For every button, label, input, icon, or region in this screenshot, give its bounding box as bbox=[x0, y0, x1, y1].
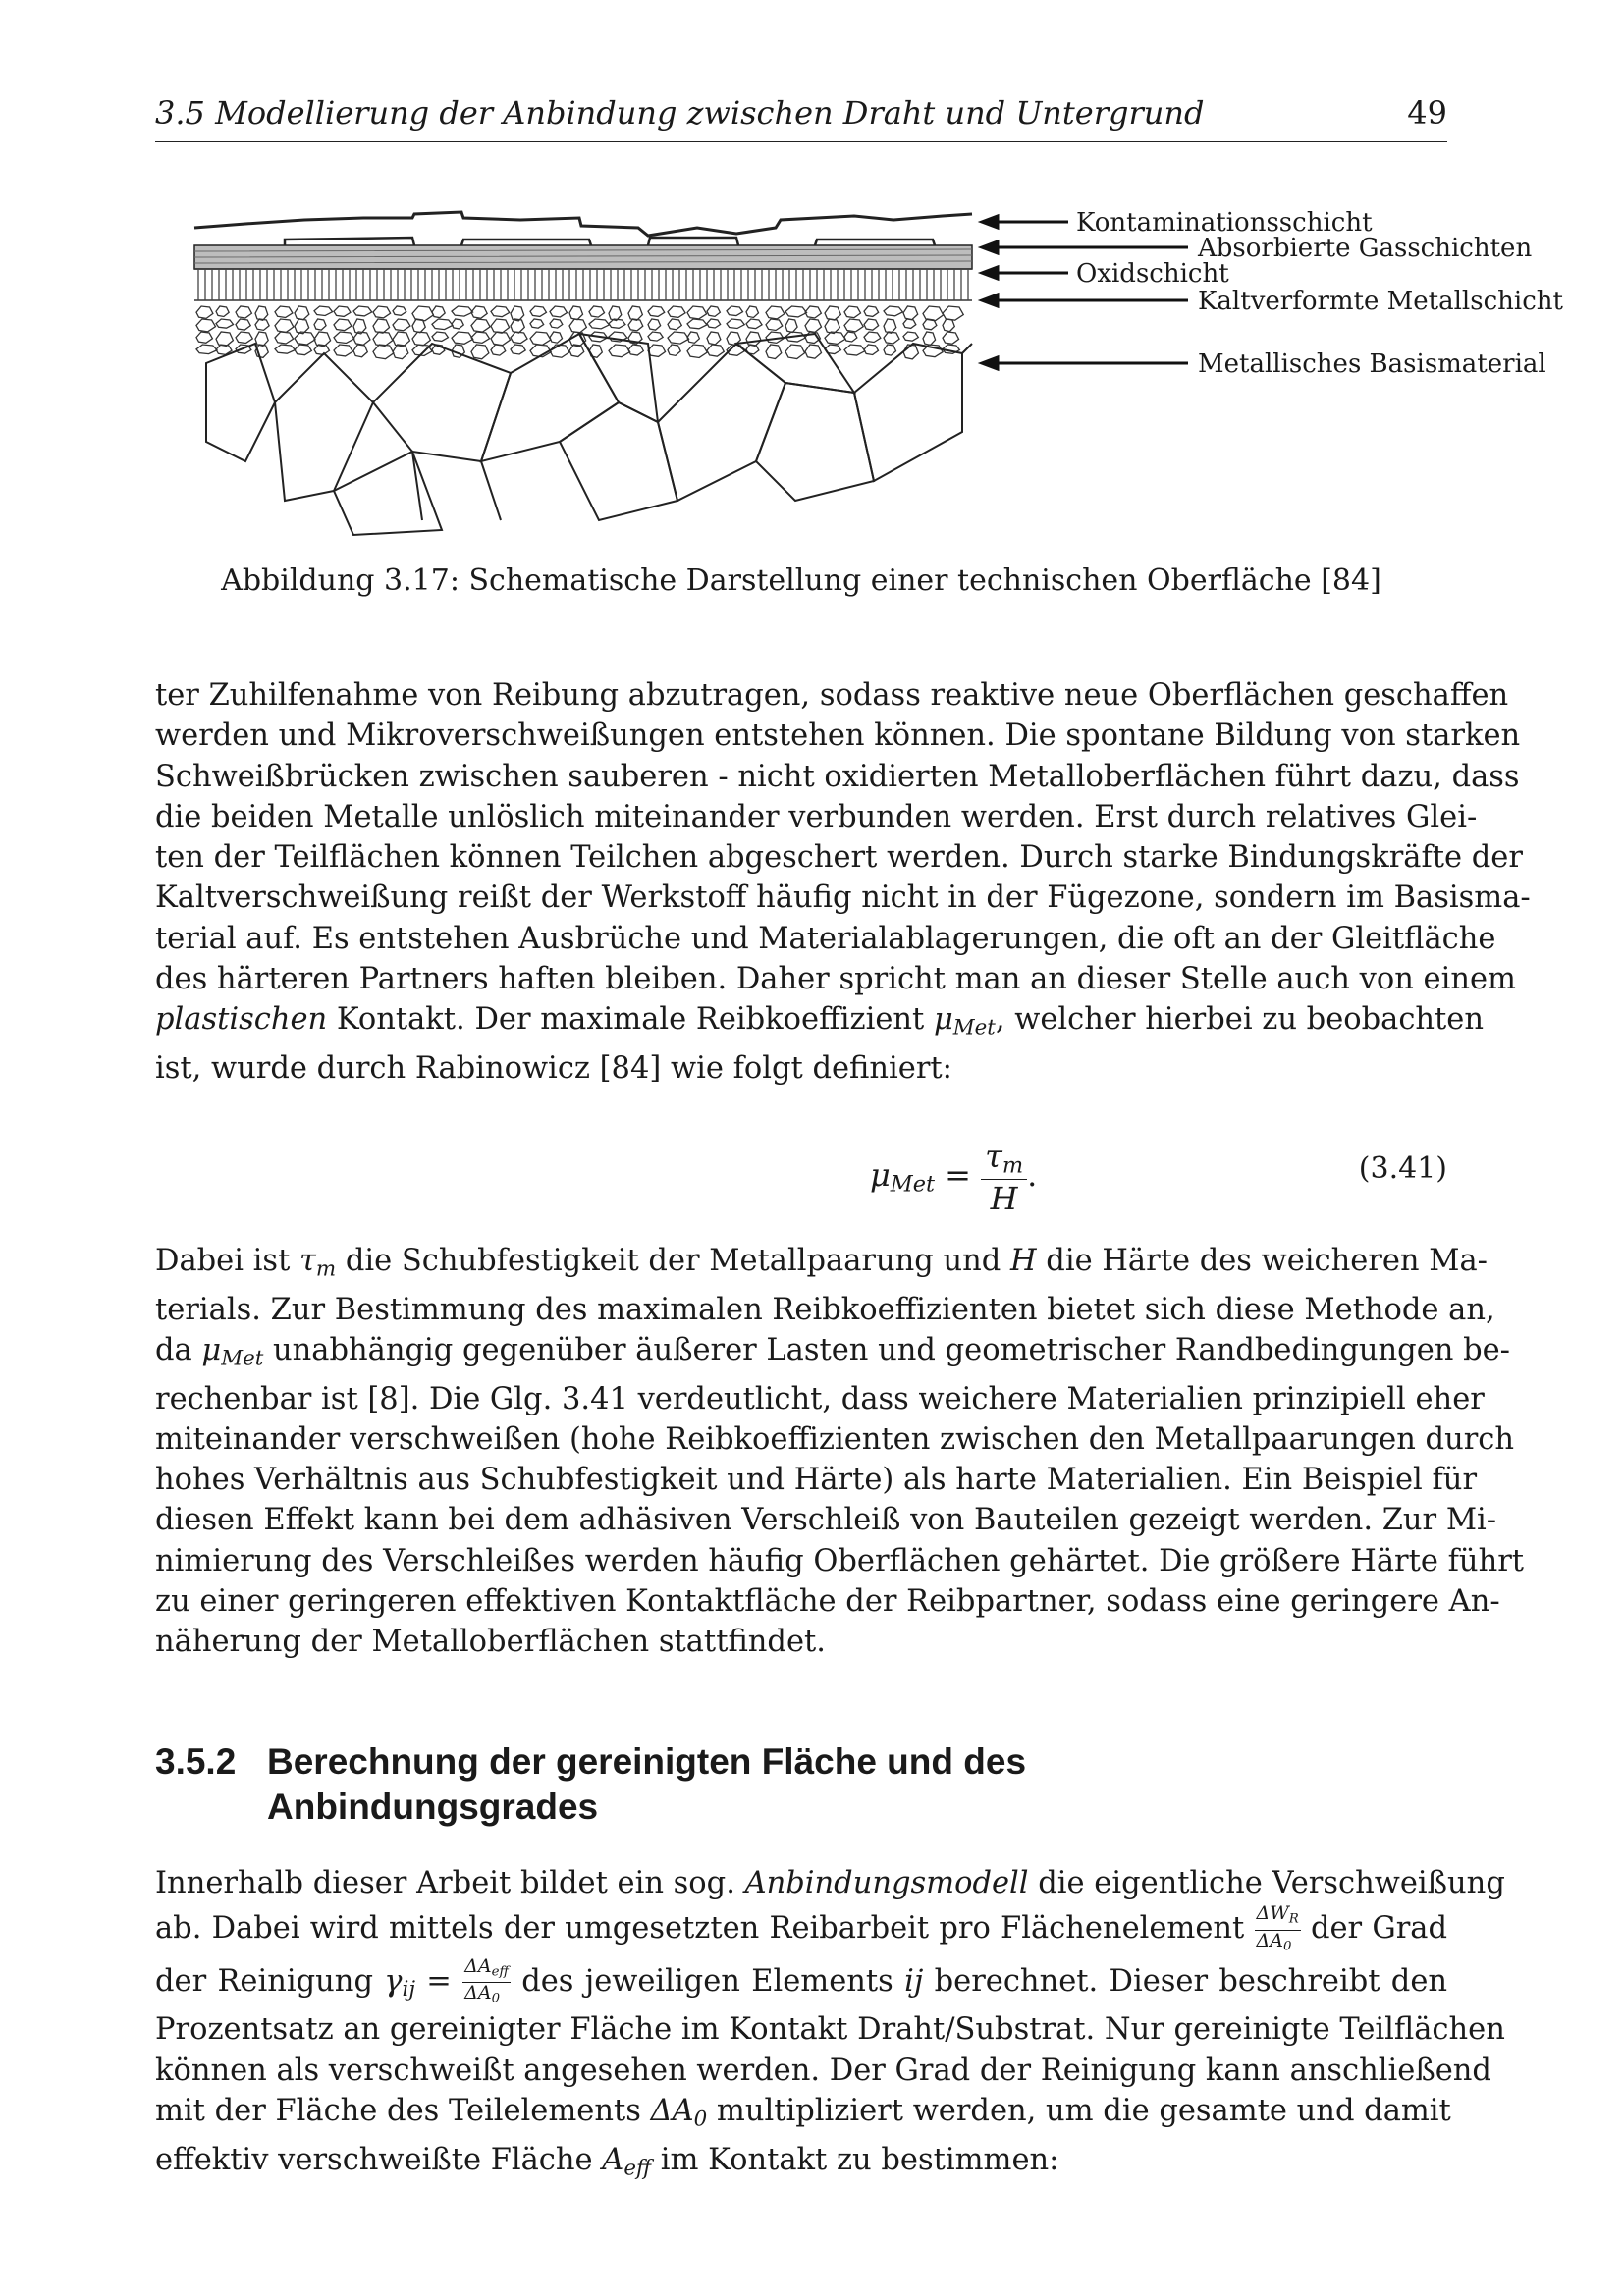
base-material-grains bbox=[206, 334, 972, 535]
surface-layers-figure bbox=[187, 206, 1563, 540]
text-line: der Reinigung $\gamma_{ij}$ = $\Delta A_{eff}$ $\Delta A_0$ des jeweiligen Elements ij berechnet. Dieser beschreibt den bbox=[155, 1956, 1447, 2009]
text-line: Dabei ist $\tau_m$ die Schubfestigkeit der Metallpaarung und H die Härte des weicheren Ma- bbox=[155, 1244, 1488, 1282]
page-number: 49 bbox=[1407, 94, 1447, 132]
label-metallisches-basismaterial: Metallisches Basismaterial bbox=[1198, 349, 1546, 379]
label-absorbierte-gasschichten: Absorbierte Gasschichten bbox=[1198, 234, 1533, 263]
text-line: hohes Verhältnis aus Schubfestigkeit und Härte) als harte Materialien. Ein Beispiel für bbox=[155, 1463, 1478, 1498]
text-line: plastischen Kontakt. Der maximale Reibkoeffizient $\mu_{Met}$, welcher hierbei zu beobachten bbox=[155, 1002, 1485, 1041]
paragraph-3 bbox=[155, 1863, 1505, 2188]
italic-term: plastischen bbox=[155, 1002, 328, 1038]
text-line: Kaltverschweißung reißt der Werkstoff häufig nicht in der Fügezone, sondern im Basisma- bbox=[155, 881, 1531, 916]
equation-fraction: $\frac{\tau_m}{H}$ bbox=[981, 1138, 1027, 1217]
section-title: Berechnung der gereinigten Fläche und des Anbindungsgrades bbox=[267, 1741, 1027, 1827]
text-line: werden und Mikroverschweißungen entstehen können. Die spontane Bildung von starken bbox=[155, 719, 1521, 754]
inline-fraction: $\Delta W_R$ $\Delta A_0$ bbox=[1256, 1902, 1299, 1953]
text-line: ist, wurde durch Rabinowicz [84] wie folgt definiert: bbox=[155, 1051, 952, 1086]
inline-fraction: $\Delta A_{eff}$ $\Delta A_0$ bbox=[464, 1954, 509, 2006]
text-line: können als verschweißt angesehen werden. Der Grad der Reinigung kann anschließend bbox=[155, 2053, 1491, 2088]
text-line: Innerhalb dieser Arbeit bildet ein sog. Anbindungsmodell die eigentliche Verschweißung bbox=[155, 1866, 1505, 1900]
figure-caption: Abbildung 3.17: Schematische Darstellung einer technischen Oberfläche [84] bbox=[221, 563, 1381, 598]
text-line: effektiv verschweißte Fläche $A_{eff}$ im Kontakt zu bestimmen: bbox=[155, 2142, 1059, 2180]
text-line: ab. Dabei wird mittels der umgesetzten Reibarbeit pro Flächenelement $\Delta W_R$ $\Delta A_0$ der Grad bbox=[155, 1903, 1447, 1956]
running-header-title: 3.5 Modellierung der Anbindung zwischen Draht und Untergrund bbox=[155, 94, 1205, 132]
text-line: ter Zuhilfenahme von Reibung abzutragen, sodass reaktive neue Oberflächen geschaffen bbox=[155, 678, 1509, 713]
label-kaltverformte-metallschicht: Kaltverformte Metallschicht bbox=[1198, 287, 1563, 316]
contamination-layer bbox=[194, 212, 972, 236]
equation-3-41 bbox=[155, 1134, 1447, 1222]
text-line: mit der Fläche des Teilelements $\Delta A_0$ multipliziert werden, um die gesamte und damit bbox=[155, 2093, 1451, 2132]
section-number: 3.5.2 bbox=[155, 1741, 237, 1782]
text-line: diesen Effekt kann bei dem adhäsiven Verschleiß von Bauteilen gezeigt werden. Zur Mi- bbox=[155, 1503, 1497, 1538]
text-line: miteinander verschweißen (hohe Reibkoeffizienten zwischen den Metallpaarungen durch bbox=[155, 1421, 1515, 1457]
text-line: da $\mu_{Met}$ unabhängig gegenüber äußerer Lasten und geometrischer Randbedingungen be- bbox=[155, 1332, 1510, 1371]
text-line: des härteren Partners haften bleiben. Daher spricht man an dieser Stelle auch von einem bbox=[155, 962, 1516, 997]
text-line: die beiden Metalle unlöslich miteinander verbunden werden. Erst durch relatives Glei- bbox=[155, 799, 1478, 834]
text-line: näherung der Metalloberflächen stattfindet. bbox=[155, 1625, 826, 1660]
label-kontaminationsschicht: Kontaminationsschicht bbox=[1076, 208, 1373, 238]
text-line: zu einer geringeren effektiven Kontaktfläche der Reibpartner, sodass eine geringere An- bbox=[155, 1584, 1500, 1620]
paragraph-1 bbox=[155, 675, 1531, 1089]
text-line: Schweißbrücken zwischen sauberen - nicht oxidierten Metalloberflächen führt dazu, dass bbox=[155, 759, 1520, 794]
text-line: nimierung des Verschleißes werden häufig Oberflächen gehärtet. Die größere Härte führt bbox=[155, 1543, 1525, 1578]
text-line: Prozentsatz an gereinigter Fläche im Kontakt Draht/Substrat. Nur gereinigte Teilflächen bbox=[155, 2012, 1505, 2048]
running-header bbox=[155, 94, 1447, 142]
paragraph-2 bbox=[155, 1241, 1525, 1663]
text-line: terials. Zur Bestimmung des maximalen Reibkoeffizienten bietet sich diese Methode an, bbox=[155, 1292, 1495, 1327]
equation-number: (3.41) bbox=[1358, 1151, 1447, 1186]
label-arrows bbox=[982, 216, 1188, 369]
equation-body: $\mu_{Met}$ = $\frac{\tau_m}{H}$ . bbox=[870, 1138, 1038, 1217]
label-oxidschicht: Oxidschicht bbox=[1076, 259, 1229, 289]
text-line: rechenbar ist [8]. Die Glg. 3.41 verdeutlicht, dass weichere Materialien prinzipiell eher bbox=[155, 1381, 1485, 1416]
text-line: terial auf. Es entstehen Ausbrüche und Materialablagerungen, die oft an der Gleitfläche bbox=[155, 921, 1496, 956]
text-line: ten der Teilflächen können Teilchen abgeschert werden. Durch starke Bindungskräfte der bbox=[155, 840, 1523, 876]
